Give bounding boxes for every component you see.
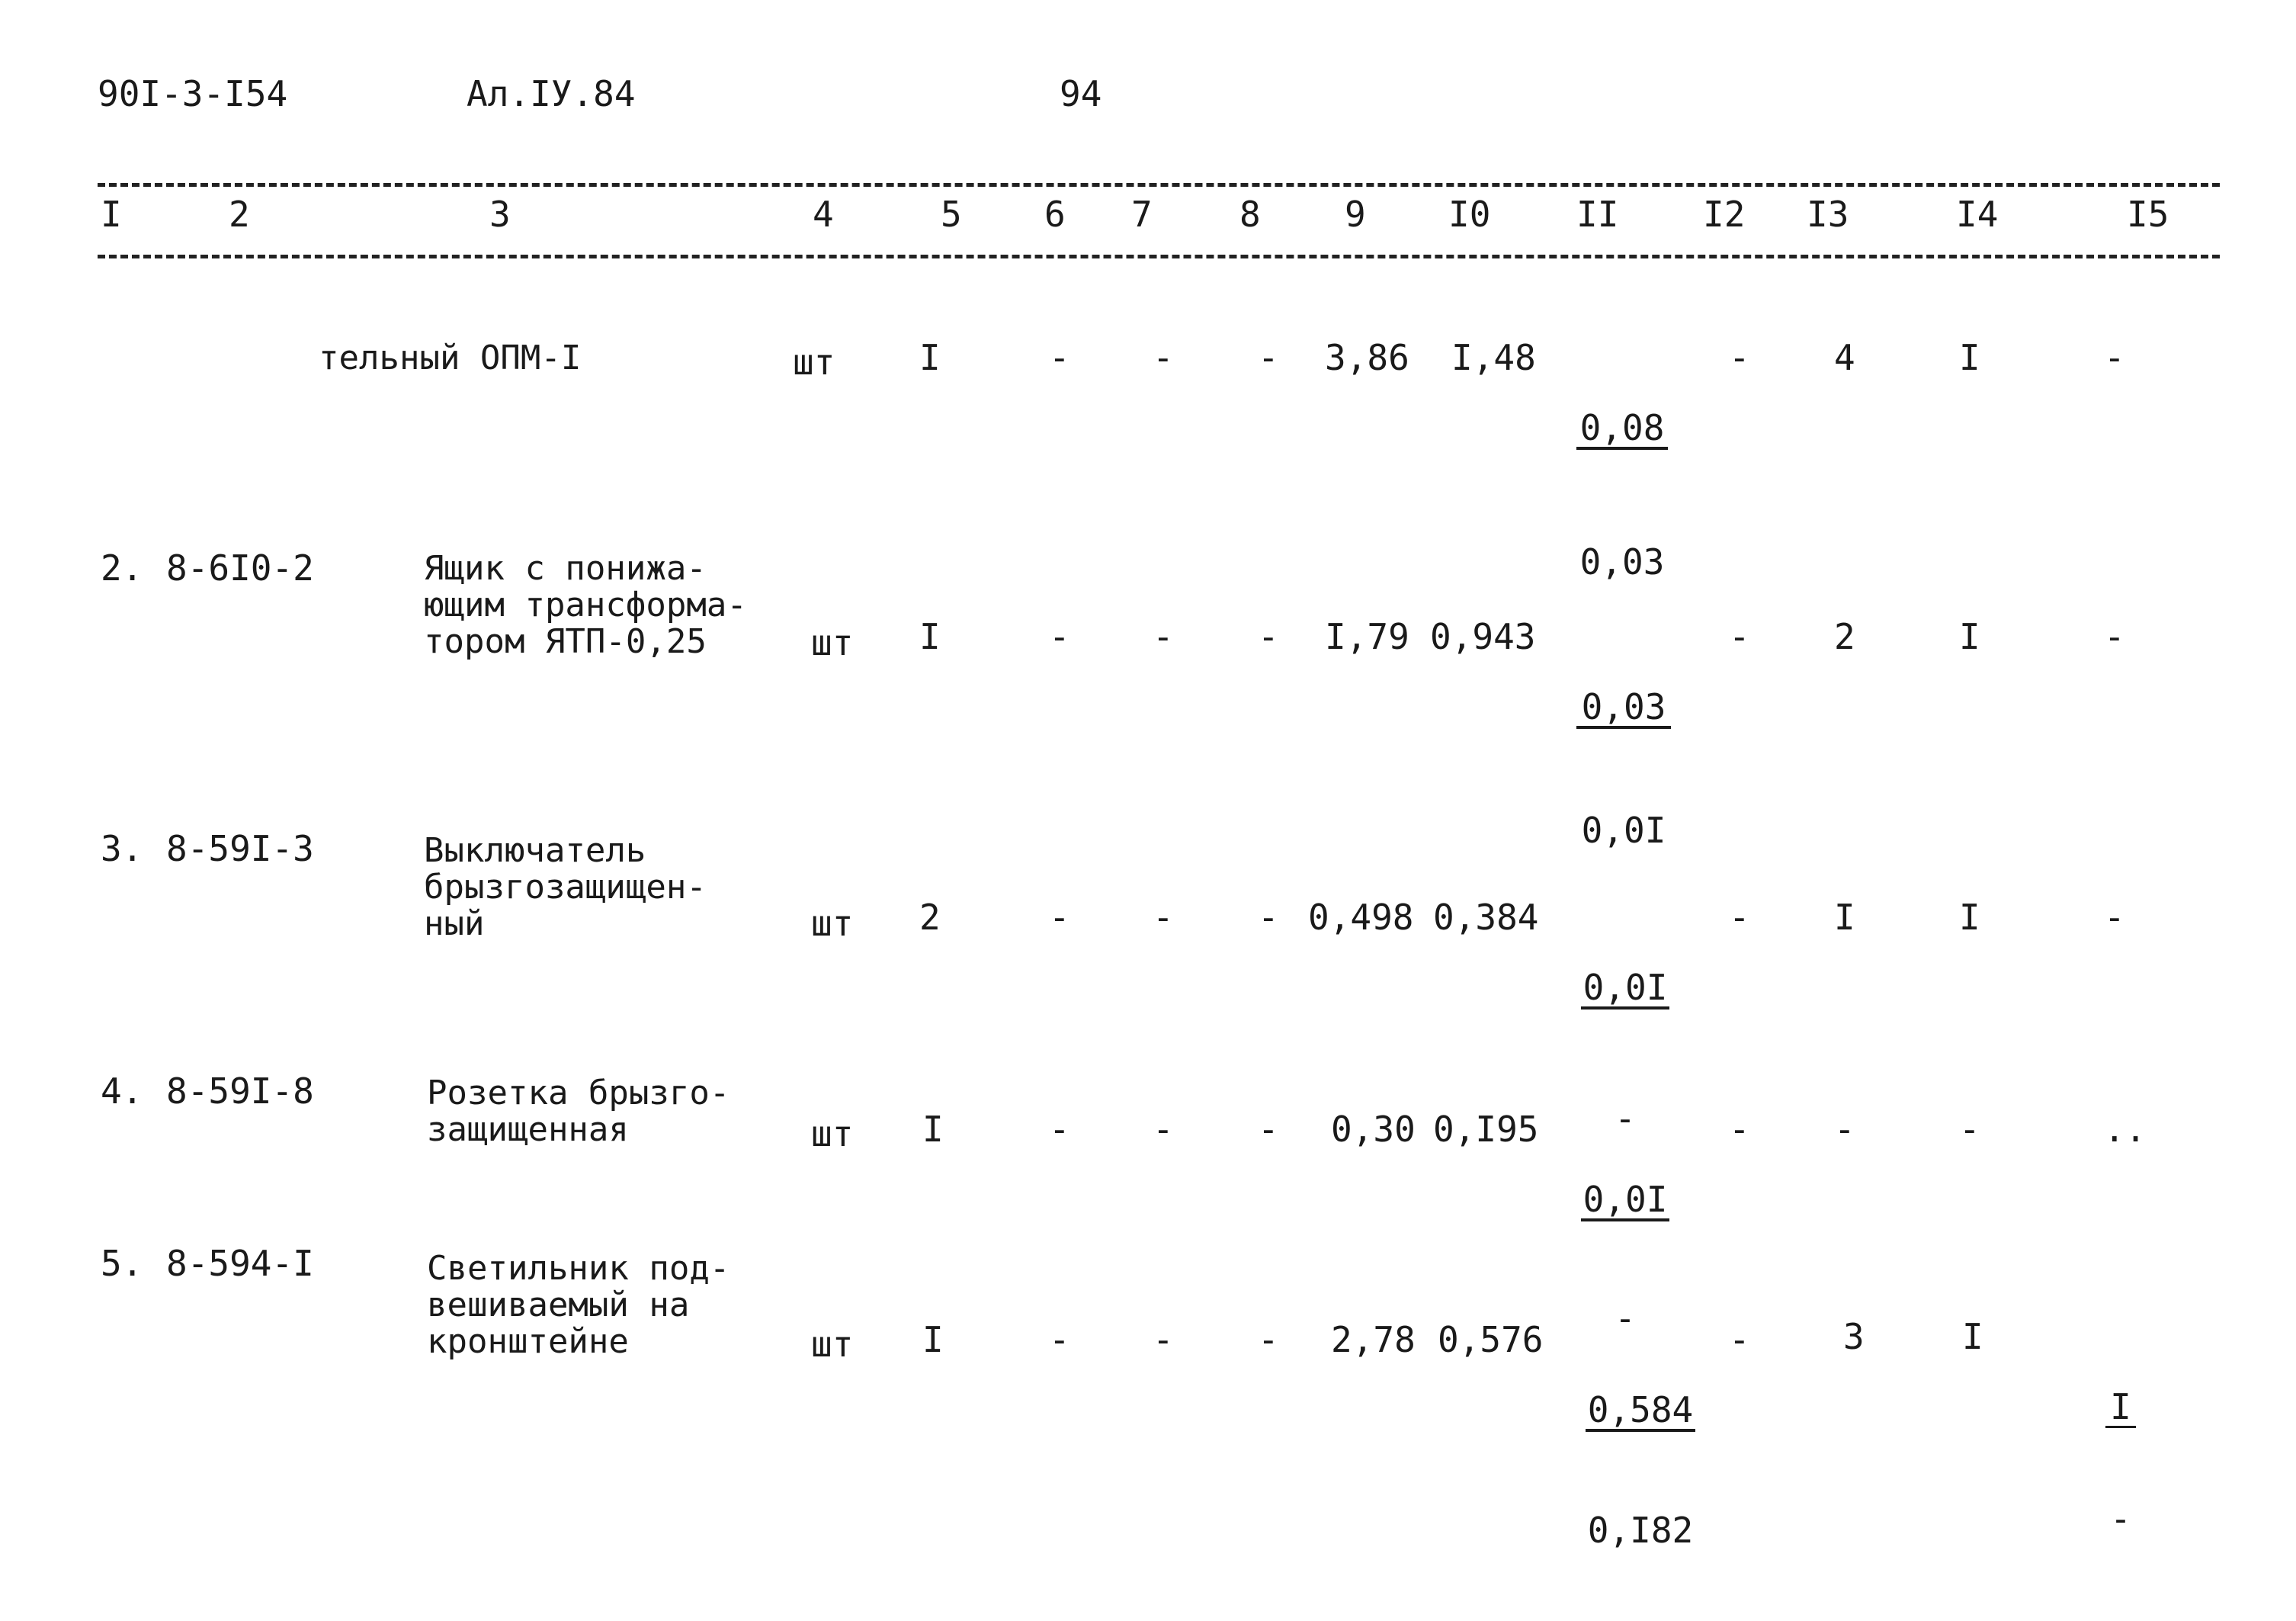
unit: шт <box>793 342 835 383</box>
col10-value: I,48 <box>1451 337 1536 378</box>
col11-numerator: 0,08 <box>1576 410 1668 450</box>
column-number: I5 <box>2127 194 2169 235</box>
col14-value: I <box>1959 337 1980 378</box>
item-code: 8-59I-3 <box>166 828 314 869</box>
col14-value: I <box>1959 616 1980 657</box>
row-number: 5. <box>101 1243 143 1284</box>
column-number: 9 <box>1345 194 1366 235</box>
col12-value: - <box>1729 897 1750 938</box>
unit: шт <box>811 1113 854 1154</box>
col8-value: - <box>1258 616 1279 657</box>
col15-value: - <box>2104 897 2125 938</box>
col10-value: 0,576 <box>1438 1319 1544 1360</box>
column-number: II <box>1576 194 1619 235</box>
column-number: I4 <box>1956 194 1999 235</box>
item-code: 8-594-I <box>166 1243 314 1284</box>
col9-value: 2,78 <box>1331 1319 1416 1360</box>
unit: шт <box>811 1324 854 1365</box>
col11-denominator: 0,0I <box>1581 810 1666 851</box>
row-number: 3. <box>101 828 143 869</box>
unit: шт <box>811 622 854 663</box>
column-number: 7 <box>1131 194 1153 235</box>
col11-numerator: 0,0I <box>1581 970 1669 1010</box>
col8-value: - <box>1258 337 1279 378</box>
col12-value: - <box>1729 1319 1750 1360</box>
col8-value: - <box>1258 1109 1279 1150</box>
col7-value: - <box>1153 1109 1174 1150</box>
col7-value: - <box>1153 1319 1174 1360</box>
col15-value: - <box>2104 616 2125 657</box>
col15-value: - <box>2104 337 2125 378</box>
col7-value: - <box>1153 897 1174 938</box>
column-number: 2 <box>229 194 250 235</box>
quantity: I <box>919 337 941 378</box>
album-number: Ал.IУ.84 <box>467 73 636 114</box>
col9-value: 3,86 <box>1325 337 1409 378</box>
col15-denominator: - <box>2110 1498 2131 1539</box>
col6-value: - <box>1049 616 1070 657</box>
row-number: 4. <box>101 1071 143 1112</box>
col13-value: 2 <box>1834 616 1855 657</box>
header-top-rule <box>98 183 2220 187</box>
col13-value: 3 <box>1843 1316 1865 1357</box>
col10-value: 0,I95 <box>1433 1109 1539 1150</box>
col10-value: 0,943 <box>1430 616 1536 657</box>
column-number: 6 <box>1044 194 1066 235</box>
column-number: I0 <box>1448 194 1491 235</box>
col11-denominator: - <box>1615 1298 1636 1339</box>
header-bottom-rule <box>98 255 2220 258</box>
quantity: I <box>919 616 941 657</box>
item-name: Выключатель брызгозащищен- ный <box>424 831 707 943</box>
col13-value: - <box>1834 1109 1855 1150</box>
quantity: I <box>922 1109 944 1150</box>
column-number: I <box>101 194 122 235</box>
col9-value: 0,498 <box>1308 897 1414 938</box>
col11-denominator: 0,03 <box>1579 541 1665 583</box>
item-name: Розетка брызго- защищенная <box>427 1074 730 1149</box>
col6-value: - <box>1049 897 1070 938</box>
col14-value: - <box>1959 1109 1980 1150</box>
column-number: 8 <box>1239 194 1261 235</box>
item-name: Ящик с понижа- ющим трансформа- тором ЯТП-0,25 <box>424 549 747 661</box>
col15-value: .. <box>2104 1109 2147 1150</box>
col11-numerator: 0,584 <box>1586 1392 1695 1432</box>
col9-value: 0,30 <box>1331 1109 1416 1150</box>
col8-value: - <box>1258 1319 1279 1360</box>
item-code: 8-59I-8 <box>166 1071 314 1112</box>
row-number: 2. <box>101 547 143 589</box>
col14-value: I <box>1959 897 1980 938</box>
unit: шт <box>811 903 854 944</box>
col12-value: - <box>1729 337 1750 378</box>
col6-value: - <box>1049 337 1070 378</box>
col6-value: - <box>1049 1109 1070 1150</box>
col11-fraction <box>1586 1322 1695 1618</box>
col6-value: - <box>1049 1319 1070 1360</box>
col14-value: I <box>1962 1316 1983 1357</box>
col15-fraction <box>2105 1319 2136 1607</box>
column-number: 3 <box>489 194 511 235</box>
col12-value: - <box>1729 616 1750 657</box>
col11-fraction <box>1576 340 1668 650</box>
column-number: I3 <box>1807 194 1849 235</box>
col12-value: - <box>1729 1109 1750 1150</box>
column-number: I2 <box>1703 194 1746 235</box>
col11-numerator: 0,03 <box>1576 689 1671 729</box>
item-code: 8-6I0-2 <box>166 547 314 589</box>
quantity: 2 <box>919 897 941 938</box>
col11-numerator: 0,0I <box>1581 1182 1669 1221</box>
item-name: тельный ОПМ-I <box>319 339 582 377</box>
item-name: Светильник под- вешиваемый на кронштейне <box>427 1249 730 1361</box>
page-number: 94 <box>1060 73 1102 114</box>
col9-value: I,79 <box>1325 616 1409 657</box>
col10-value: 0,384 <box>1433 897 1539 938</box>
col8-value: - <box>1258 897 1279 938</box>
col11-denominator: - <box>1615 1098 1636 1139</box>
column-number: 5 <box>941 194 962 235</box>
document-code: 90I-3-I54 <box>98 73 288 114</box>
col7-value: - <box>1153 616 1174 657</box>
col15-numerator: I <box>2105 1389 2136 1428</box>
col13-value: I <box>1834 897 1855 938</box>
column-number: 4 <box>813 194 834 235</box>
col13-value: 4 <box>1834 337 1855 378</box>
col7-value: - <box>1153 337 1174 378</box>
col11-denominator: 0,I82 <box>1587 1510 1694 1551</box>
quantity: I <box>922 1319 944 1360</box>
col11-fraction <box>1576 619 1671 918</box>
